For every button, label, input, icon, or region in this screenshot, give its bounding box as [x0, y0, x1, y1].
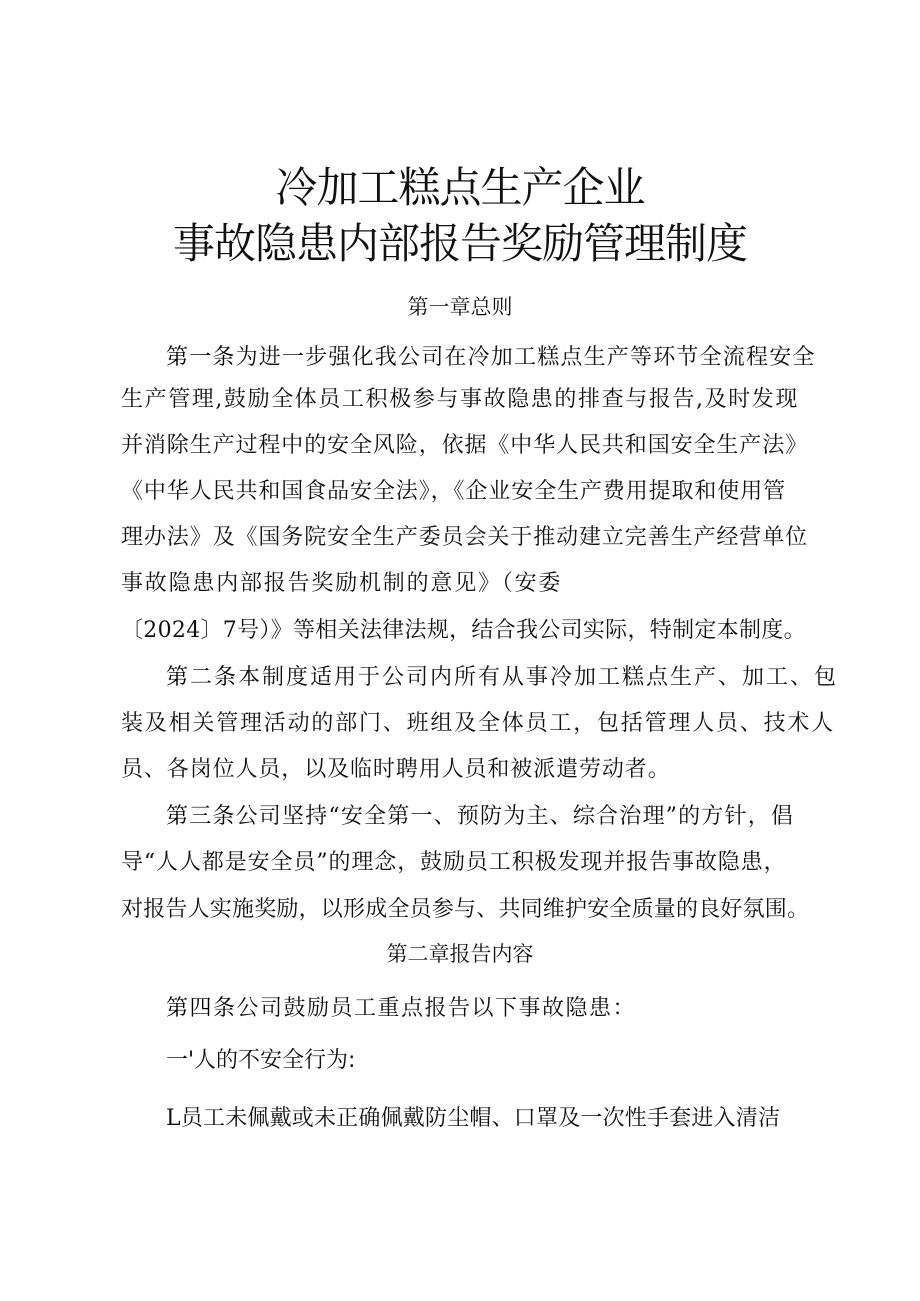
article-2-label: 第二条	[166, 665, 239, 690]
article-1-label: 第一条	[166, 345, 236, 370]
document-title-line2: 事故隐患内部报告奖励管理制度	[172, 219, 747, 268]
chapter-1-heading: 第一章总则	[407, 295, 513, 319]
document-title-line1: 冷加工糕点生产企业	[275, 163, 645, 212]
article-1-first-line	[166, 340, 816, 371]
article-3-label: 第三条	[166, 804, 236, 829]
article-3-text: 公司坚持“安全第一、预防为主、综合治理”的方针，倡	[235, 804, 795, 829]
article-1-line-7: 〔2024〕7号）》等相关法律法规，结合我公司实际，特制定本制度。	[121, 618, 806, 643]
article-3-line-2: 导“人人都是安全员”的理念，鼓励员工积极发现并报告事故隐患，	[121, 850, 787, 875]
chapter-2-heading: 第二章报告内容	[386, 942, 534, 966]
article-3-first-line	[166, 799, 794, 830]
article-1-text: 为进一步强化我公司在冷加工糕点生产等环节全流程安全	[235, 345, 816, 370]
list-item-1: L员工未佩戴或未正确佩戴防尘帽、口罩及一次性手套进入清洁	[166, 1106, 781, 1131]
article-3-line-3: 对报告人实施奖励，以形成全员参与、共同维护安全质量的良好氛围。	[121, 897, 810, 922]
article-1-line-3: 并消除生产过程中的安全风险，依据《中华人民共和国安全生产法》	[121, 433, 809, 458]
article-4-text: 公司鼓励员工重点报告以下事故隐患：	[236, 996, 637, 1021]
article-2-text: 本制度适用于公司内所有从事冷加工糕点生产、加工、包	[238, 665, 839, 690]
article-4-first-line	[166, 991, 636, 1022]
subsection-1-heading: 一'人的不安全行为:	[166, 1048, 356, 1073]
article-1-line-5: 理办法》及《国务院安全生产委员会关于推动建立完善生产经营单位	[121, 525, 809, 550]
article-1-line-2: 生产管理,鼓励全体员工积极参与事故隐患的排查与报告,及时发现	[121, 387, 799, 412]
article-4-label: 第四条	[166, 996, 237, 1021]
article-2-line-2: 装及相关管理活动的部门、班组及全体员工，包括管理人员、技术人	[121, 711, 836, 736]
article-2-line-3: 员、各岗位人员，以及临时聘用人员和被派遣劳动者。	[121, 757, 671, 782]
article-1-line-4: 《中华人民共和国食品安全法》，《企业安全生产费用提取和使用管	[121, 479, 787, 504]
article-1-line-6: 事故隐患内部报告奖励机制的意见》（安委	[121, 571, 563, 596]
article-2-first-line	[166, 660, 838, 691]
